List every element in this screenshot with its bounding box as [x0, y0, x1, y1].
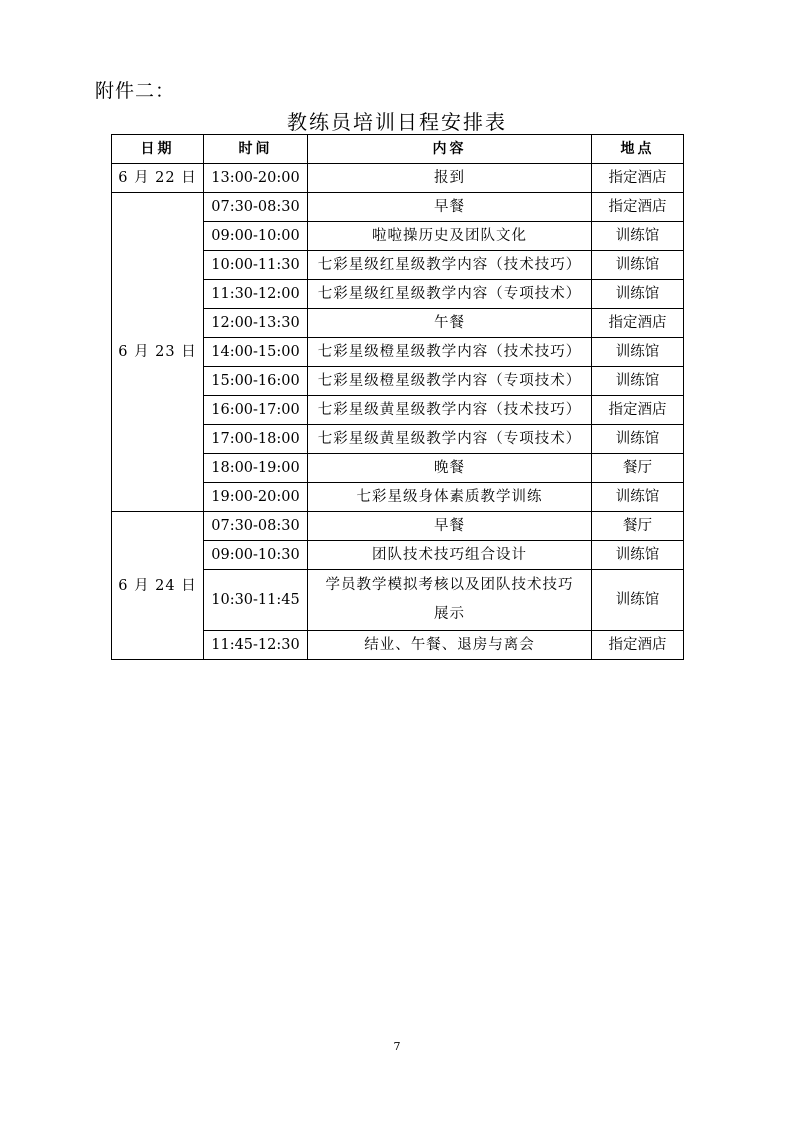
time-cell: 15:00-16:00 — [204, 367, 308, 396]
date-cell: 6 月 23 日 — [112, 193, 204, 512]
time-cell: 11:45-12:30 — [204, 631, 308, 660]
header-time: 时间 — [204, 135, 308, 164]
document-title: 教练员培训日程安排表 — [287, 110, 507, 134]
location-cell: 指定酒店 — [592, 396, 684, 425]
page-number: 7 — [393, 1040, 401, 1053]
location-cell: 训练馆 — [592, 483, 684, 512]
content-cell: 七彩星级橙星级教学内容（专项技术） — [308, 367, 592, 396]
table-row — [112, 193, 684, 222]
location-cell: 训练馆 — [592, 280, 684, 309]
time-cell: 17:00-18:00 — [204, 425, 308, 454]
time-cell: 18:00-19:00 — [204, 454, 308, 483]
location-cell: 训练馆 — [592, 541, 684, 570]
time-cell: 19:00-20:00 — [204, 483, 308, 512]
content-cell: 七彩星级黄星级教学内容（技术技巧） — [308, 396, 592, 425]
header-location: 地点 — [592, 135, 684, 164]
time-cell: 13:00-20:00 — [204, 164, 308, 193]
time-cell: 07:30-08:30 — [204, 193, 308, 222]
time-cell: 10:30-11:45 — [204, 570, 308, 631]
header-content: 内容 — [308, 135, 592, 164]
content-cell: 团队技术技巧组合设计 — [308, 541, 592, 570]
content-cell: 七彩星级橙星级教学内容（技术技巧） — [308, 338, 592, 367]
content-cell: 七彩星级红星级教学内容（技术技巧） — [308, 251, 592, 280]
location-cell: 训练馆 — [592, 222, 684, 251]
time-cell: 09:00-10:30 — [204, 541, 308, 570]
time-cell: 10:00-11:30 — [204, 251, 308, 280]
location-cell: 餐厅 — [592, 512, 684, 541]
content-cell: 七彩星级身体素质教学训练 — [308, 483, 592, 512]
table-header-row — [112, 135, 684, 164]
location-cell: 指定酒店 — [592, 164, 684, 193]
location-cell: 指定酒店 — [592, 193, 684, 222]
time-cell: 16:00-17:00 — [204, 396, 308, 425]
location-cell: 指定酒店 — [592, 631, 684, 660]
date-cell: 6 月 22 日 — [112, 164, 204, 193]
content-cell: 结业、午餐、退房与离会 — [308, 631, 592, 660]
location-cell: 训练馆 — [592, 367, 684, 396]
location-cell: 训练馆 — [592, 251, 684, 280]
attachment-label: 附件二： — [95, 80, 176, 102]
table-row — [112, 164, 684, 193]
schedule-table — [111, 134, 684, 660]
content-cell: 学员教学模拟考核以及团队技术技巧展示 — [308, 570, 592, 631]
content-cell: 报到 — [308, 164, 592, 193]
time-cell: 14:00-15:00 — [204, 338, 308, 367]
header-date: 日期 — [112, 135, 204, 164]
content-cell: 七彩星级红星级教学内容（专项技术） — [308, 280, 592, 309]
location-cell: 指定酒店 — [592, 309, 684, 338]
location-cell: 训练馆 — [592, 338, 684, 367]
date-cell: 6 月 24 日 — [112, 512, 204, 660]
location-cell: 训练馆 — [592, 570, 684, 631]
time-cell: 07:30-08:30 — [204, 512, 308, 541]
content-cell: 七彩星级黄星级教学内容（专项技术） — [308, 425, 592, 454]
location-cell: 餐厅 — [592, 454, 684, 483]
content-cell: 午餐 — [308, 309, 592, 338]
time-cell: 09:00-10:00 — [204, 222, 308, 251]
content-cell: 早餐 — [308, 193, 592, 222]
location-cell: 训练馆 — [592, 425, 684, 454]
content-cell: 晚餐 — [308, 454, 592, 483]
table-row — [112, 512, 684, 541]
content-cell: 早餐 — [308, 512, 592, 541]
content-cell: 啦啦操历史及团队文化 — [308, 222, 592, 251]
time-cell: 11:30-12:00 — [204, 280, 308, 309]
time-cell: 12:00-13:30 — [204, 309, 308, 338]
